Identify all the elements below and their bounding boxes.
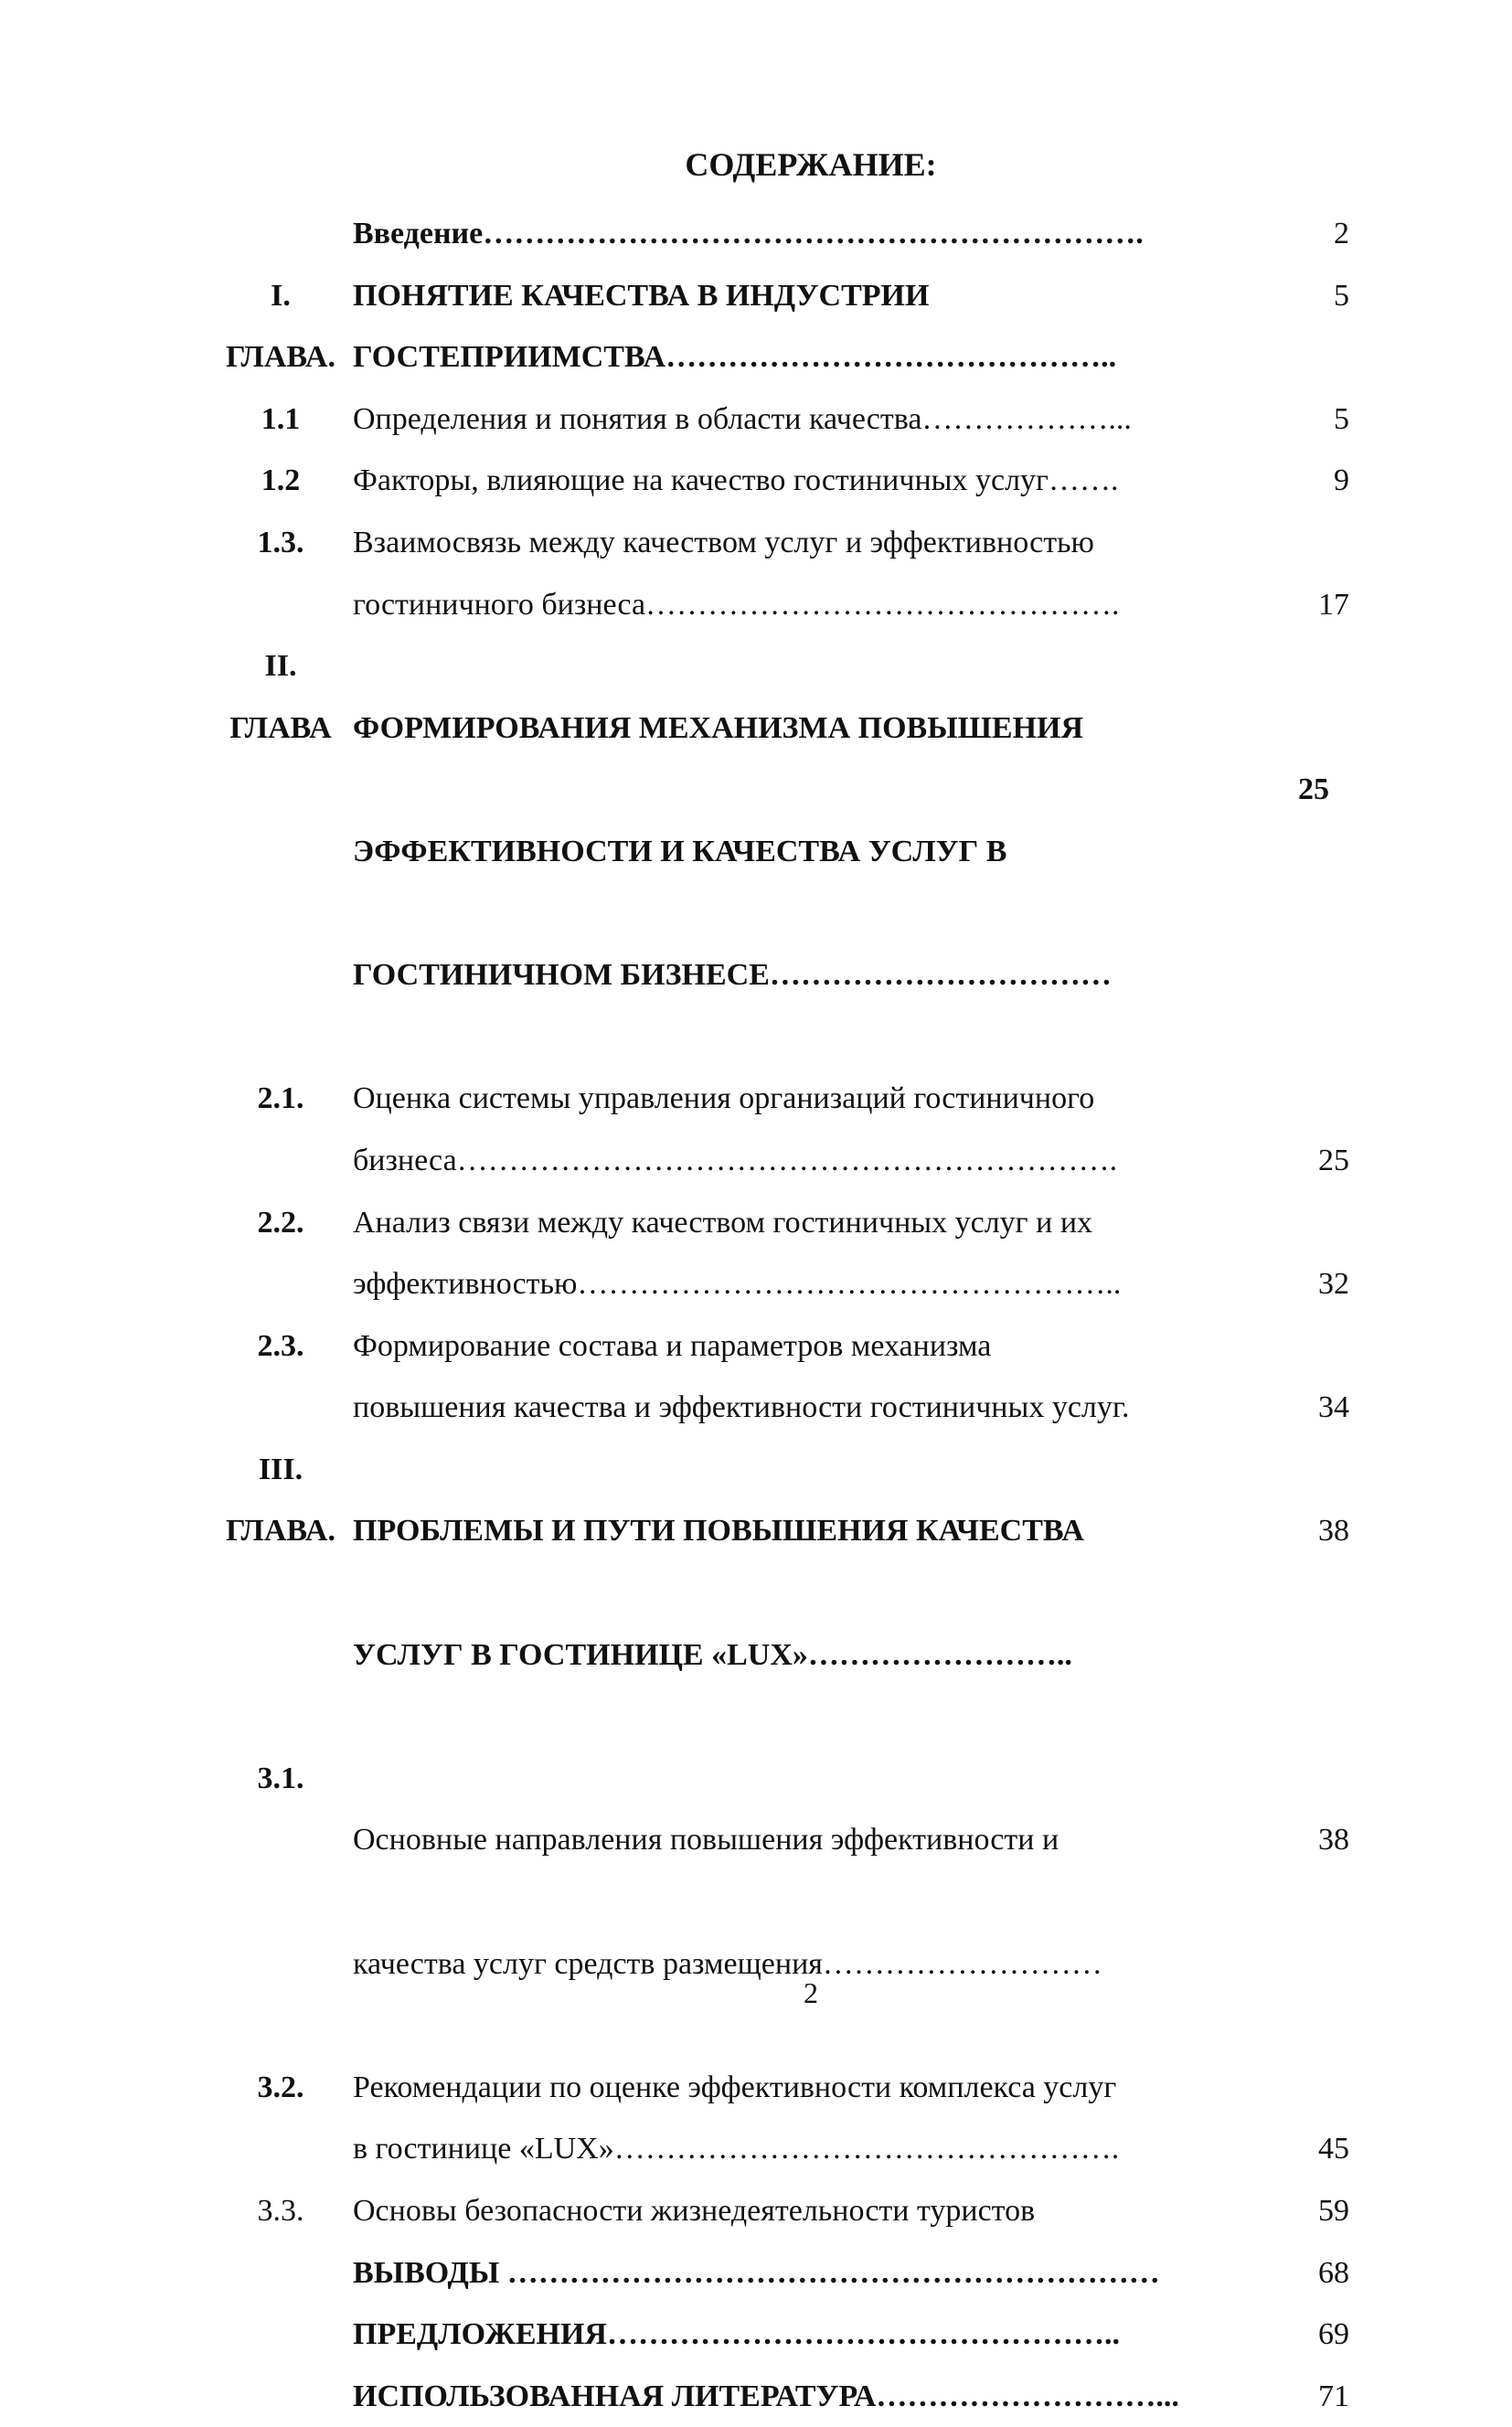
- toc-entry-number: 2.2.: [257, 1205, 304, 1240]
- page-number: 2: [804, 1976, 818, 2009]
- toc-entry-title-line: ФОРМИРОВАНИЯ МЕХАНИЗМА ПОВЫШЕНИЯ: [353, 710, 1084, 745]
- toc-entry-title-line: УСЛУГ В ГОСТИНИЦЕ «LUX»……………………..: [353, 1637, 1072, 1672]
- toc-entry-title: ВЫВОДЫ ………………………………………………………: [353, 2255, 1160, 2290]
- toc-entry-number: 2.3.: [257, 1328, 304, 1363]
- toc-entry-1-3[interactable]: [208, 512, 1369, 635]
- toc-entry-chapter-1[interactable]: [208, 265, 1369, 389]
- toc-entry-conclusions[interactable]: [208, 2242, 1369, 2305]
- toc-entry-number: 1.3.: [257, 525, 304, 559]
- toc-entry-title: Основы безопасности жизнедеятельности туристов: [353, 2194, 1036, 2228]
- toc-entry-number: II. ГЛАВА: [229, 649, 332, 745]
- toc-entry-title: ПОНЯТИЕ КАЧЕСТВА В ИНДУСТРИИ ГОСТЕПРИИМСТВА……………………………………..: [353, 278, 1117, 375]
- toc-entry-page: 5: [1334, 401, 1349, 436]
- toc-entry-chapter-2[interactable]: [208, 635, 1369, 1068]
- toc-entry-chapter-3[interactable]: [208, 1439, 1369, 1748]
- toc-entry-title-line: качества услуг средств размещения………………………: [353, 1946, 1102, 1981]
- toc-entry-page: 38: [1318, 1823, 1349, 1858]
- toc-entry-number: 3.1.: [257, 1761, 304, 1795]
- toc-entry-page: 2: [1334, 217, 1349, 250]
- toc-entry-title: Рекомендации по оценке эффективности комплекса услуг в гостинице «LUX»………………………………………….: [353, 2070, 1120, 2166]
- toc-entry-page: 45: [1318, 2132, 1349, 2166]
- toc-entry-2-3[interactable]: [208, 1315, 1369, 1439]
- toc-entry-title: Формирование состава и параметров механизма повышения качества и эффективности гостиничных услуг.: [353, 1328, 1130, 1425]
- toc-entry-number: [208, 2366, 353, 2427]
- toc-title: СОДЕРЖАНИЕ:: [685, 146, 937, 183]
- toc-entry-title: Взаимосвязь между качеством услуг и эффективностью гостиничного бизнеса……………………………………….: [353, 525, 1120, 622]
- toc-entry-1-2[interactable]: [208, 450, 1369, 512]
- toc-entry-page: 25: [1298, 772, 1329, 807]
- toc-entry-number: III. ГЛАВА.: [226, 1452, 335, 1549]
- toc-entry-number: 3.2.: [257, 2070, 304, 2104]
- toc-entry-title-line: Основные направления повышения эффективности и: [353, 1823, 1059, 1858]
- toc-entry-title: [353, 635, 1267, 1068]
- toc-entry-page: 17: [1318, 587, 1349, 622]
- toc-entry-page: 59: [1318, 2194, 1349, 2228]
- toc-entry-page: 9: [1334, 463, 1349, 498]
- toc-entry-number: 3.3.: [257, 2194, 304, 2228]
- toc-entry-title: ИСПОЛЬЗОВАННАЯ ЛИТЕРАТУРА………………………...: [353, 2379, 1179, 2413]
- toc-entry-3-3[interactable]: [208, 2180, 1369, 2242]
- toc-entry-2-1[interactable]: [208, 1068, 1369, 1191]
- toc-entry-references[interactable]: [208, 2366, 1369, 2427]
- toc-entry-number: 1.2: [261, 463, 301, 498]
- toc-entry-title: Анализ связи между качеством гостиничных услуг и их эффективностью……………………………………………..: [353, 1205, 1122, 1302]
- toc-entry-title: [353, 1439, 1267, 1748]
- toc-entry-number: 1.1: [261, 401, 301, 436]
- toc-entry-number: [208, 203, 353, 265]
- toc-entry-title: Факторы, влияющие на качество гостиничных услуг…….: [353, 463, 1119, 498]
- toc-entry-page: 71: [1318, 2379, 1349, 2413]
- toc-entry-title-line: ЭФФЕКТИВНОСТИ И КАЧЕСТВА УСЛУГ В: [353, 834, 1007, 868]
- table-of-contents: [208, 203, 1369, 2427]
- toc-entry-proposals[interactable]: [208, 2304, 1369, 2366]
- toc-entry-title-line: ПРОБЛЕМЫ И ПУТИ ПОВЫШЕНИЯ КАЧЕСТВА: [353, 1514, 1084, 1549]
- toc-entry-title: Определения и понятия в области качества………………...: [353, 401, 1132, 436]
- toc-entry-1-1[interactable]: [208, 389, 1369, 451]
- toc-entry-number: [208, 2242, 353, 2305]
- toc-entry-2-2[interactable]: [208, 1192, 1369, 1315]
- toc-entry-page: 25: [1318, 1143, 1349, 1177]
- toc-entry-page: 38: [1318, 1514, 1349, 1549]
- toc-entry-page: 5: [1334, 278, 1349, 313]
- toc-entry-title-line: ГОСТИНИЧНОМ БИЗНЕСЕ……………………………: [353, 958, 1112, 993]
- toc-entry-number: 2.1.: [257, 1081, 304, 1116]
- toc-entry-page: 68: [1318, 2255, 1349, 2290]
- toc-entry-title: Введение……………………………………………………….: [353, 217, 1144, 250]
- toc-entry-introduction[interactable]: [208, 203, 1369, 265]
- toc-entry-page: 69: [1318, 2317, 1349, 2352]
- toc-entry-page: 34: [1318, 1390, 1349, 1425]
- toc-entry-title: Оценка системы управления организаций гостиничного бизнеса……………………………………………………….: [353, 1081, 1118, 1177]
- toc-entry-title: ПРЕДЛОЖЕНИЯ…………………………………………..: [353, 2317, 1120, 2352]
- toc-entry-number: [208, 2304, 353, 2366]
- toc-entry-3-2[interactable]: [208, 2057, 1369, 2180]
- toc-entry-page: 32: [1318, 1267, 1349, 1302]
- toc-entry-number: I. ГЛАВА.: [226, 278, 335, 375]
